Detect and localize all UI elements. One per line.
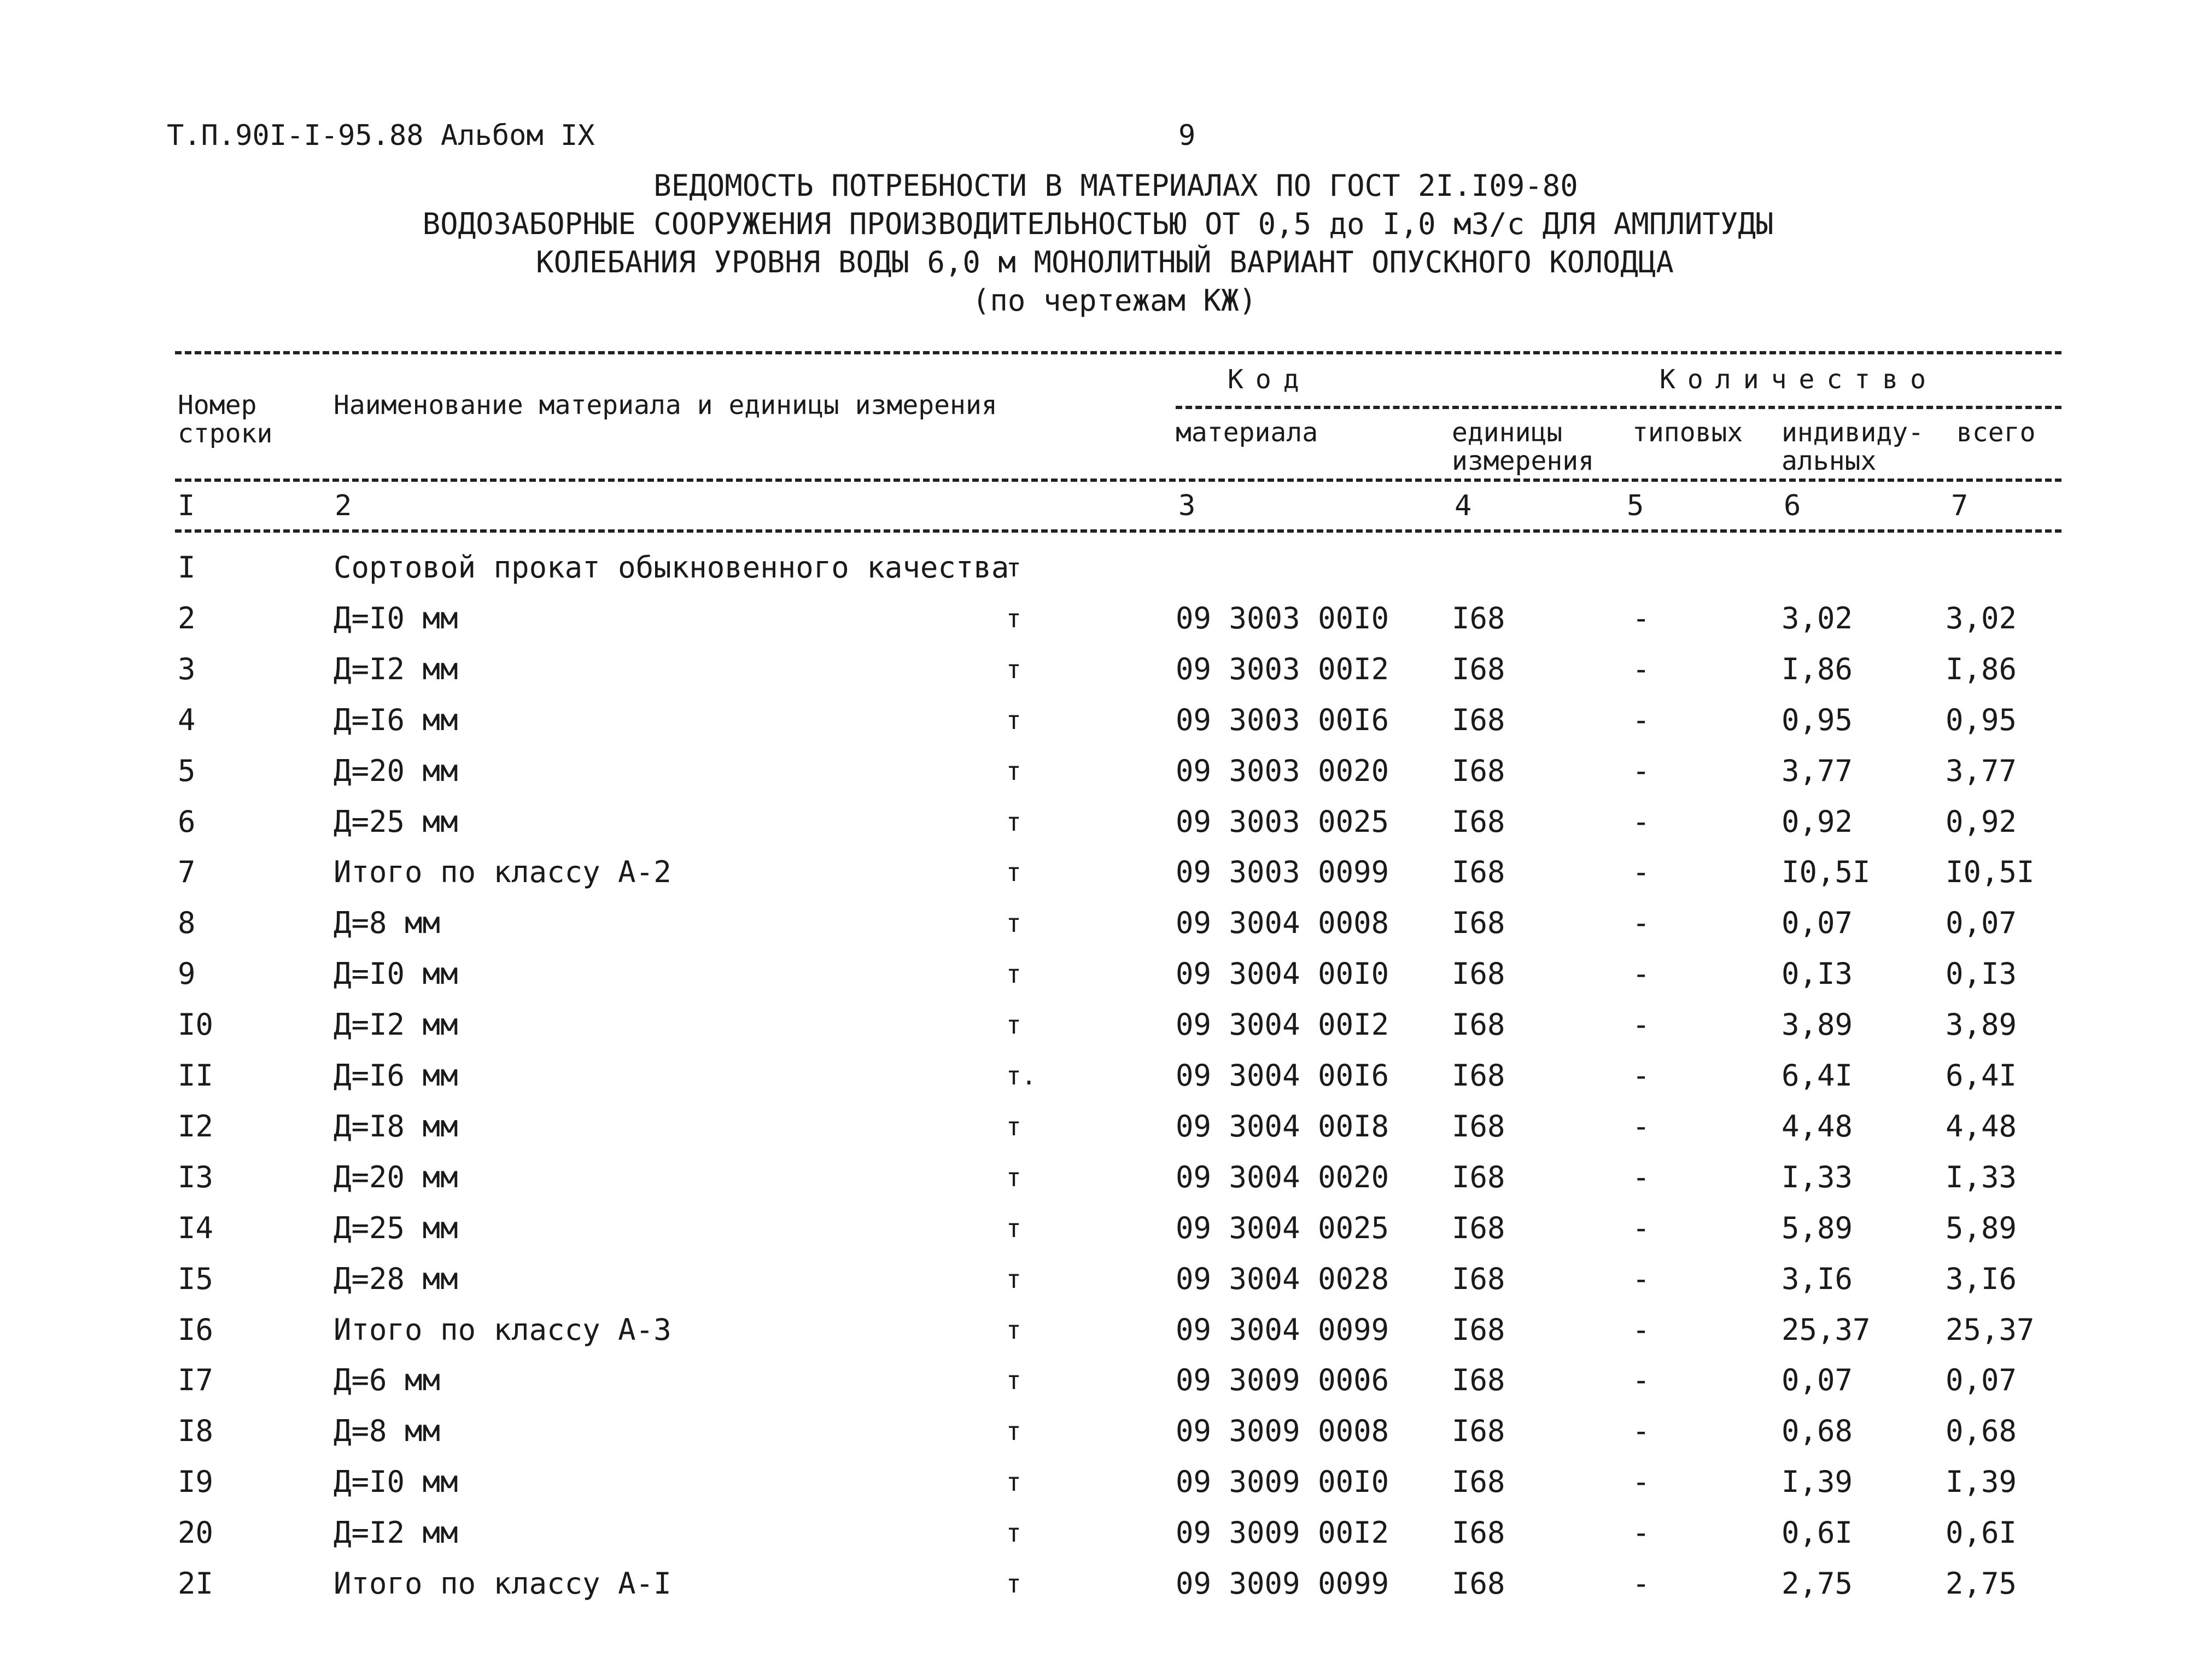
table-row xyxy=(0,1311,2196,1362)
total-quantity: 3,77 xyxy=(1946,754,2017,788)
page-number: 9 xyxy=(1178,119,1196,152)
material-name: Д=8 мм xyxy=(334,906,441,940)
unit-code: I68 xyxy=(1452,1109,1505,1144)
row-number: 9 xyxy=(178,956,196,991)
total-quantity: 3,02 xyxy=(1946,601,2017,635)
row-number: 2I xyxy=(178,1566,214,1601)
row-number: I3 xyxy=(178,1160,214,1194)
unit-symbol: т xyxy=(1006,756,1021,786)
typical-quantity: - xyxy=(1632,754,1650,788)
material-code: 09 3004 00I0 xyxy=(1176,956,1389,991)
header-bottom-rule xyxy=(175,479,2061,482)
material-name: Д=8 мм xyxy=(334,1414,441,1448)
material-name: Д=6 мм xyxy=(334,1363,441,1397)
unit-symbol: т xyxy=(1006,807,1021,837)
row-number: 6 xyxy=(178,804,196,839)
typical-quantity: - xyxy=(1632,804,1650,839)
unit-code: I68 xyxy=(1452,601,1505,635)
unit-code: I68 xyxy=(1452,1312,1505,1347)
individual-quantity: I,86 xyxy=(1782,652,1853,686)
material-code: 09 3009 0006 xyxy=(1176,1363,1389,1397)
header-code-group: Код xyxy=(1228,364,1311,395)
total-quantity: 3,89 xyxy=(1946,1007,2017,1042)
typical-quantity: - xyxy=(1632,906,1650,940)
unit-symbol: т xyxy=(1006,1518,1021,1548)
unit-code: I68 xyxy=(1452,652,1505,686)
unit-code: I68 xyxy=(1452,1007,1505,1042)
material-name: Итого по классу А-I xyxy=(334,1566,671,1601)
total-quantity: 3,I6 xyxy=(1946,1262,2017,1296)
row-number: 8 xyxy=(178,906,196,940)
header-quantity-group: Количество xyxy=(1660,364,1938,395)
table-row xyxy=(0,1057,2196,1107)
material-code: 09 3003 00I2 xyxy=(1176,652,1389,686)
total-quantity: 6,4I xyxy=(1946,1058,2017,1093)
individual-quantity: 3,I6 xyxy=(1782,1262,1853,1296)
unit-code: I68 xyxy=(1452,855,1505,889)
table-row xyxy=(0,1463,2196,1514)
material-code: 09 3003 0020 xyxy=(1176,754,1389,788)
unit-code: I68 xyxy=(1452,956,1505,991)
row-number: 3 xyxy=(178,652,196,686)
unit-symbol: т xyxy=(1006,553,1021,582)
individual-quantity: 2,75 xyxy=(1782,1566,1853,1601)
row-number: 20 xyxy=(178,1515,214,1550)
unit-code: I68 xyxy=(1452,906,1505,940)
row-number: I2 xyxy=(178,1109,214,1144)
total-quantity: I,86 xyxy=(1946,652,2017,686)
group-header-rule xyxy=(1176,406,2061,409)
total-quantity: 25,37 xyxy=(1946,1312,2035,1347)
typical-quantity: - xyxy=(1632,1515,1650,1550)
material-name: Сортовой прокат обыкновенного качества xyxy=(334,550,1009,585)
unit-code: I68 xyxy=(1452,1566,1505,1601)
material-name: Д=28 мм xyxy=(334,1262,458,1296)
total-quantity: 0,95 xyxy=(1946,703,2017,737)
row-number: I8 xyxy=(178,1414,214,1448)
table-row xyxy=(0,1209,2196,1260)
material-code: 09 3009 00I2 xyxy=(1176,1515,1389,1550)
material-code: 09 3004 0008 xyxy=(1176,906,1389,940)
row-number: 7 xyxy=(178,855,196,889)
table-row xyxy=(0,752,2196,803)
material-name: Д=I6 мм xyxy=(334,703,458,737)
unit-symbol: т xyxy=(1006,908,1021,938)
table-row xyxy=(0,904,2196,955)
table-row xyxy=(0,1107,2196,1158)
total-quantity: 0,07 xyxy=(1946,906,2017,940)
table-row xyxy=(0,599,2196,650)
column-number-7: 7 xyxy=(1951,489,1969,522)
unit-symbol: т xyxy=(1006,1569,1021,1599)
material-name: Д=I0 мм xyxy=(334,601,458,635)
row-number: 2 xyxy=(178,601,196,635)
individual-quantity: 5,89 xyxy=(1782,1211,1853,1245)
total-quantity: I0,5I xyxy=(1946,855,2035,889)
row-number: II xyxy=(178,1058,214,1093)
row-number: I6 xyxy=(178,1312,214,1347)
material-name: Д=20 мм xyxy=(334,1160,458,1194)
unit-symbol: т xyxy=(1006,1010,1021,1040)
column-number-2: 2 xyxy=(335,489,352,522)
material-code: 09 3003 0025 xyxy=(1176,804,1389,839)
total-quantity: 0,6I xyxy=(1946,1515,2017,1550)
table-row xyxy=(0,853,2196,904)
typical-quantity: - xyxy=(1632,601,1650,635)
individual-quantity: 0,07 xyxy=(1782,906,1853,940)
table-row xyxy=(0,549,2196,599)
table-row xyxy=(0,1158,2196,1209)
row-number: I0 xyxy=(178,1007,214,1042)
row-number: I xyxy=(178,550,196,585)
individual-quantity: 3,02 xyxy=(1782,601,1853,635)
material-name: Д=25 мм xyxy=(334,804,458,839)
table-row xyxy=(0,701,2196,752)
column-number-1: I xyxy=(178,489,195,522)
material-name: Д=I0 мм xyxy=(334,1465,458,1499)
typical-quantity: - xyxy=(1632,956,1650,991)
unit-symbol: т xyxy=(1006,1112,1021,1141)
individual-quantity: I,39 xyxy=(1782,1465,1853,1499)
header-individual-line1: индивиду- xyxy=(1782,417,1924,448)
header-individual-line2: альных xyxy=(1782,446,1877,476)
header-row-number-line2: строки xyxy=(178,418,273,449)
unit-symbol: т xyxy=(1006,1264,1021,1294)
table-row xyxy=(0,1412,2196,1463)
unit-symbol: т xyxy=(1006,1467,1021,1497)
typical-quantity: - xyxy=(1632,1312,1650,1347)
material-name: Д=I2 мм xyxy=(334,652,458,686)
unit-code: I68 xyxy=(1452,1262,1505,1296)
table-row xyxy=(0,955,2196,1006)
total-quantity: 0,I3 xyxy=(1946,956,2017,991)
total-quantity: 0,07 xyxy=(1946,1363,2017,1397)
unit-symbol: т xyxy=(1006,959,1021,989)
total-quantity: 0,92 xyxy=(1946,804,2017,839)
document-reference: Т.П.90I-I-95.88 Альбом IX xyxy=(167,119,595,152)
unit-code: I68 xyxy=(1452,1465,1505,1499)
total-quantity: 2,75 xyxy=(1946,1566,2017,1601)
table-top-rule xyxy=(175,351,2061,354)
header-individual xyxy=(1782,418,1924,475)
header-row-number-line1: Номер xyxy=(178,390,257,421)
unit-symbol: т xyxy=(1006,705,1021,735)
typical-quantity: - xyxy=(1632,855,1650,889)
unit-symbol: т xyxy=(1006,1214,1021,1243)
table-row xyxy=(0,1260,2196,1311)
typical-quantity: - xyxy=(1632,703,1650,737)
column-number-3: 3 xyxy=(1178,489,1196,522)
material-code: 09 3004 0028 xyxy=(1176,1262,1389,1296)
unit-symbol: т xyxy=(1006,604,1021,633)
individual-quantity: 0,I3 xyxy=(1782,956,1853,991)
typical-quantity: - xyxy=(1632,1109,1650,1144)
material-name: Д=I8 мм xyxy=(334,1109,458,1144)
unit-code: I68 xyxy=(1452,1363,1505,1397)
title-line-1: ВЕДОМОСТЬ ПОТРЕБНОСТИ В МАТЕРИАЛАХ ПО ГОСТ 2I.I09-80 xyxy=(653,168,1578,203)
material-code: 09 3004 00I2 xyxy=(1176,1007,1389,1042)
row-number: I5 xyxy=(178,1262,214,1296)
row-number: 4 xyxy=(178,703,196,737)
individual-quantity: I,33 xyxy=(1782,1160,1853,1194)
total-quantity: I,39 xyxy=(1946,1465,2017,1499)
total-quantity: 5,89 xyxy=(1946,1211,2017,1245)
material-code: 09 3003 00I6 xyxy=(1176,703,1389,737)
unit-code: I68 xyxy=(1452,1414,1505,1448)
column-number-4: 4 xyxy=(1455,489,1472,522)
individual-quantity: 0,92 xyxy=(1782,804,1853,839)
table-row xyxy=(0,1006,2196,1057)
title-line-3: КОЛЕБАНИЯ УРОВНЯ ВОДЫ 6,0 м МОНОЛИТНЫЙ ВАРИАНТ ОПУСКНОГО КОЛОДЦА xyxy=(536,245,1674,279)
individual-quantity: 0,68 xyxy=(1782,1414,1853,1448)
material-code: 09 3004 0025 xyxy=(1176,1211,1389,1245)
unit-symbol: т. xyxy=(1006,1061,1037,1090)
unit-code: I68 xyxy=(1452,1160,1505,1194)
typical-quantity: - xyxy=(1632,1211,1650,1245)
material-name: Д=I6 мм xyxy=(334,1058,458,1093)
row-number: I9 xyxy=(178,1465,214,1499)
material-name: Итого по классу А-3 xyxy=(334,1312,671,1347)
total-quantity: 4,48 xyxy=(1946,1109,2017,1144)
material-code: 09 3004 0099 xyxy=(1176,1312,1389,1347)
header-material-name: Наименование материала и единицы измерения xyxy=(334,390,997,421)
column-number-6: 6 xyxy=(1784,489,1801,522)
table-row xyxy=(0,1514,2196,1565)
table-row xyxy=(0,1565,2196,1615)
individual-quantity: I0,5I xyxy=(1782,855,1871,889)
material-name: Д=I0 мм xyxy=(334,956,458,991)
total-quantity: I,33 xyxy=(1946,1160,2017,1194)
individual-quantity: 3,89 xyxy=(1782,1007,1853,1042)
individual-quantity: 0,07 xyxy=(1782,1363,1853,1397)
header-total: всего xyxy=(1956,417,2036,448)
individual-quantity: 0,6I xyxy=(1782,1515,1853,1550)
typical-quantity: - xyxy=(1632,652,1650,686)
material-code: 09 3003 00I0 xyxy=(1176,601,1389,635)
material-name: Д=25 мм xyxy=(334,1211,458,1245)
individual-quantity: 4,48 xyxy=(1782,1109,1853,1144)
unit-symbol: т xyxy=(1006,1366,1021,1395)
individual-quantity: 6,4I xyxy=(1782,1058,1853,1093)
table-row xyxy=(0,650,2196,701)
unit-code: I68 xyxy=(1452,754,1505,788)
individual-quantity: 3,77 xyxy=(1782,754,1853,788)
typical-quantity: - xyxy=(1632,1566,1650,1601)
row-number: I7 xyxy=(178,1363,214,1397)
header-unit-line2: измерения xyxy=(1452,446,1595,476)
title-subtitle: (по чертежам КЖ) xyxy=(972,283,1257,318)
material-code: 09 3004 0020 xyxy=(1176,1160,1389,1194)
individual-quantity: 0,95 xyxy=(1782,703,1853,737)
material-code: 09 3003 0099 xyxy=(1176,855,1389,889)
unit-code: I68 xyxy=(1452,804,1505,839)
total-quantity: 0,68 xyxy=(1946,1414,2017,1448)
typical-quantity: - xyxy=(1632,1007,1650,1042)
header-material-code: материала xyxy=(1176,417,1318,448)
table-row xyxy=(0,803,2196,854)
typical-quantity: - xyxy=(1632,1465,1650,1499)
material-code: 09 3009 00I0 xyxy=(1176,1465,1389,1499)
header-unit-line1: единицы xyxy=(1452,417,1563,448)
material-code: 09 3004 00I6 xyxy=(1176,1058,1389,1093)
individual-quantity: 25,37 xyxy=(1782,1312,1871,1347)
unit-symbol: т xyxy=(1006,655,1021,684)
material-name: Д=I2 мм xyxy=(334,1007,458,1042)
typical-quantity: - xyxy=(1632,1160,1650,1194)
unit-code: I68 xyxy=(1452,1515,1505,1550)
unit-code: I68 xyxy=(1452,1211,1505,1245)
typical-quantity: - xyxy=(1632,1058,1650,1093)
unit-symbol: т xyxy=(1006,858,1021,887)
material-code: 09 3009 0008 xyxy=(1176,1414,1389,1448)
unit-code: I68 xyxy=(1452,1058,1505,1093)
typical-quantity: - xyxy=(1632,1262,1650,1296)
header-unit-code xyxy=(1452,418,1594,475)
row-number: I4 xyxy=(178,1211,214,1245)
material-code: 09 3004 00I8 xyxy=(1176,1109,1389,1144)
material-name: Д=I2 мм xyxy=(334,1515,458,1550)
material-code: 09 3009 0099 xyxy=(1176,1566,1389,1601)
row-number: 5 xyxy=(178,754,196,788)
header-typical: типовых xyxy=(1632,417,1743,448)
unit-symbol: т xyxy=(1006,1416,1021,1446)
column-number-5: 5 xyxy=(1627,489,1644,522)
header-row-number xyxy=(178,391,272,448)
title-line-2: ВОДОЗАБОРНЫЕ СООРУЖЕНИЯ ПРОИЗВОДИТЕЛЬНОСТЬЮ ОТ 0,5 до I,0 м3/с ДЛЯ АМПЛИТУДЫ xyxy=(422,207,1774,241)
typical-quantity: - xyxy=(1632,1414,1650,1448)
material-name: Д=20 мм xyxy=(334,754,458,788)
unit-symbol: т xyxy=(1006,1315,1021,1345)
table-row xyxy=(0,1361,2196,1412)
column-numbers-rule xyxy=(175,529,2061,533)
unit-symbol: т xyxy=(1006,1163,1021,1192)
typical-quantity: - xyxy=(1632,1363,1650,1397)
unit-code: I68 xyxy=(1452,703,1505,737)
material-name: Итого по классу А-2 xyxy=(334,855,671,889)
